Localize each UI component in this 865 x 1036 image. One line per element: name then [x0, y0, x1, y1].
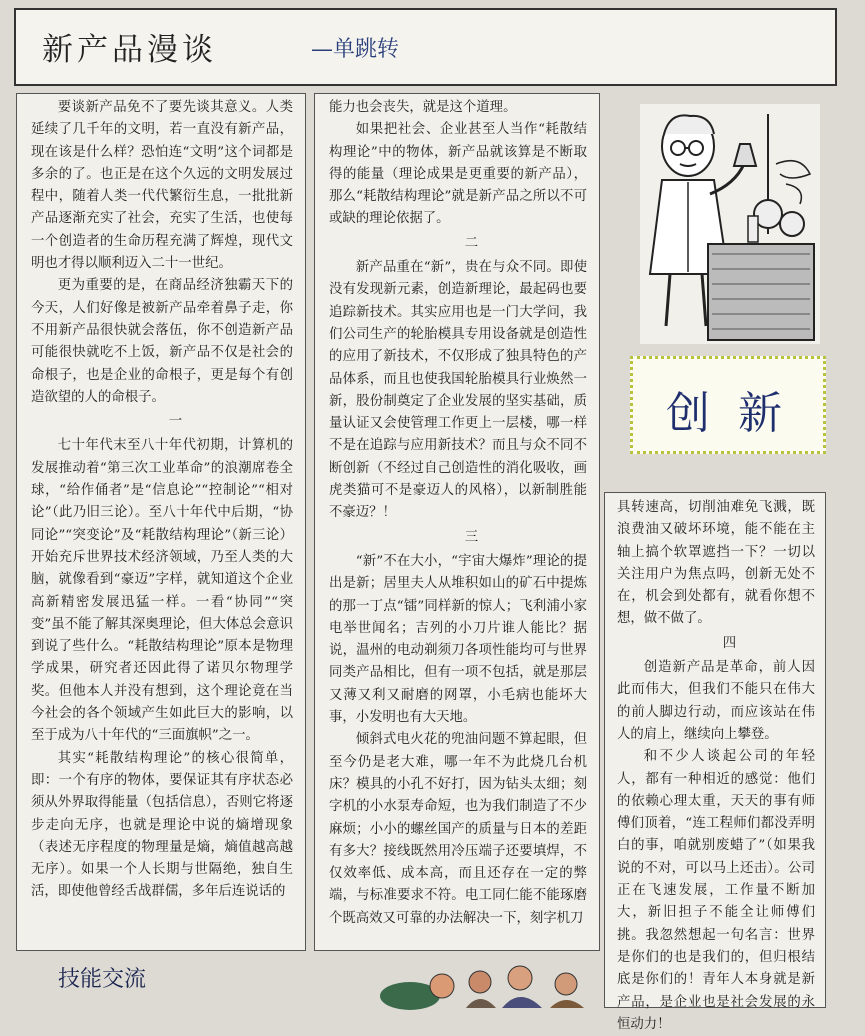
author-signature: —单跳转 — [311, 37, 400, 62]
paragraph: 新产品重在“新”，贵在与众不同。即使没有发现新元素，创造新理论，最起码也要追踪新技术。其实应用也是一门大学问，我们公司生产的轮胎模具专用设备就是创造性的应用了新技术，不仅形成了独具特色的产品体系，而且也使我国轮胎模具行业焕然一新，股份制奠定了企业发展的坚实基础，质量认证又会使管理工作更上一层楼，哪一样不是在追踪与应用新技术？而且与众不同不断创新（不经过自己创造性的消化吸收，画虎类猫可不是豪迈人的风格），以新制胜能不豪迈？！ — [329, 260, 587, 521]
next-article-title: 技能交流 — [58, 967, 147, 992]
paragraph: 创造新产品是革命，前人因此而伟大，但我们不能只在伟大的前人脚边行动，而应该站在伟人的肩上，继续向上攀登。 — [617, 660, 815, 742]
section-number: 四 — [722, 635, 737, 651]
section-number: 三 — [464, 529, 479, 545]
paragraph: “新”不在大小，“宇宙大爆炸”理论的提出是新；居里夫人从堆积如山的矿石中提炼的那一丁点“镭”同样新的惊人；飞利浦小家电举世闻名；吉列的小刀片谁人能比？据说，温州的电动剃须刀各项性能均可与世界同类产品相比，但有一项不包括，就是那层又薄又利又耐磨的网罩，小毛病也能坏大事，小发明也有大天地。 — [329, 553, 587, 726]
paragraph: 和不少人谈起公司的年轻人，都有一种相近的感觉：他们的依赖心理太重，天天的事有师傅们顶着，“连工程师们都没弄明白的事，咱就别废蜡了”（如果我说的不对，可以马上还击）。公司正在飞速发展，工作量不断加大，新旧担子不能全让师傅们挑。我忽然想起一句名言：世界是你们的也是我们的，但归根结底是你们的！青年人本身就是新产品，是企业也是社会发展的永恒动力！ — [617, 749, 815, 1032]
innovation-badge — [630, 356, 826, 454]
scientist-illustration-icon — [640, 104, 820, 344]
paragraph: 具转速高，切削油难免飞溅，既浪费油又破坏环境，能不能在主轴上搞个软罩遮挡一下？一切以关注用户为焦点吗，创新无处不在，机会到处都有，就看你想不想，做不做了。 — [617, 500, 815, 627]
paragraph: 能力也会丧失，就是这个道理。 — [329, 100, 517, 115]
text-column-3 — [604, 492, 826, 1032]
section-number: 二 — [464, 235, 479, 251]
innovation-badge-text: 创新 — [666, 388, 810, 439]
article-header — [14, 8, 837, 86]
paragraph: 七十年代末至八十年代初期，计算机的发展推动着“第三次工业革命”的浪潮席卷全球，“给作俑者”是“信息论”“控制论”“相对论”（此乃旧三论）。至八十年代中后期，“协同论”“突变论”及“耗散结构理论”（新三论）开始充斥世界技术经济领域，乃至人类的大脑，就像看到“豪迈”字样，就知道这个企业高新精密发展迅猛一样。一看“协同”“突变”虽不能了解其深奥理论，但大体总会意识到说了些什么。“耗散结构理论”原本是物理学成果，研究者还因此得了诺贝尔物理学奖。但他本人并没有想到，这个理论竟在当今社会的各个领域产生如此巨大的影响，以至于成为八十年代的“三面旗帜”之一。 — [31, 438, 293, 744]
section-number: 一 — [168, 414, 183, 430]
paragraph: 其实“耗散结构理论”的核心很简单，即：一个有序的物体，要保证其有序状态必须从外界取得能量（包括信息），否则它将逐步走向无序，也就是理论中说的熵增现象（表述无序程度的物理量是熵，熵值越高越无序）。如果一个人长期与世隔绝，独自生活，即使他曾经舌战群儒，多年后连说话的 — [31, 750, 293, 900]
text-column-2 — [314, 93, 600, 951]
article-title: 新产品漫谈 — [42, 32, 217, 68]
paragraph: 更为重要的是，在商品经济独霸天下的今天，人们好像是被新产品牵着鼻子走，你不用新产品很快就会落伍，你不创造新产品可能很快就吃不上饭，新产品不仅是社会的命根子，也是企业的命根子，更是每个有创造欲望的人的命根子。 — [31, 278, 293, 405]
paragraph: 倾斜式电火花的兜油问题不算起眼，但至今仍是老大难，哪一年不为此烧几台机床？模具的小孔不好打，因为钻头太细；刻字机的小水泵寿命短，也为我们制造了不少麻烦；小小的螺丝国产的质量与日本的差距有多大？接线既然用冷压端子还要填焊，不仅效率低、成本高，而且还存在一定的弊端，与标准要求不符。电工同仁能不能琢磨个既高效又可靠的办法解决一下，刻字机刀 — [329, 732, 587, 926]
text-column-1 — [16, 93, 306, 951]
paragraph: 如果把社会、企业甚至人当作“耗散结构理论”中的物体，新产品就该算是不断取得的能量（理论成果是更重要的新产品），那么“耗散结构理论”就是新产品之所以不可或缺的理论依据了。 — [329, 122, 587, 227]
people-illustration-icon — [370, 956, 602, 1008]
paragraph: 要谈新产品免不了要先谈其意义。人类延续了几千年的文明，若一直没有新产品，现在该是什么样？恐怕连“文明”这个词都是多余的了。也正是在这个久远的文明发展过程中，随着人类一代代繁衍生息，一批批新产品逐渐充实了社会，充实了生活，也使每一个创造者的生命历程充满了辉煌，现代文明也才得以顺利迈入二十一世纪。 — [31, 100, 293, 272]
